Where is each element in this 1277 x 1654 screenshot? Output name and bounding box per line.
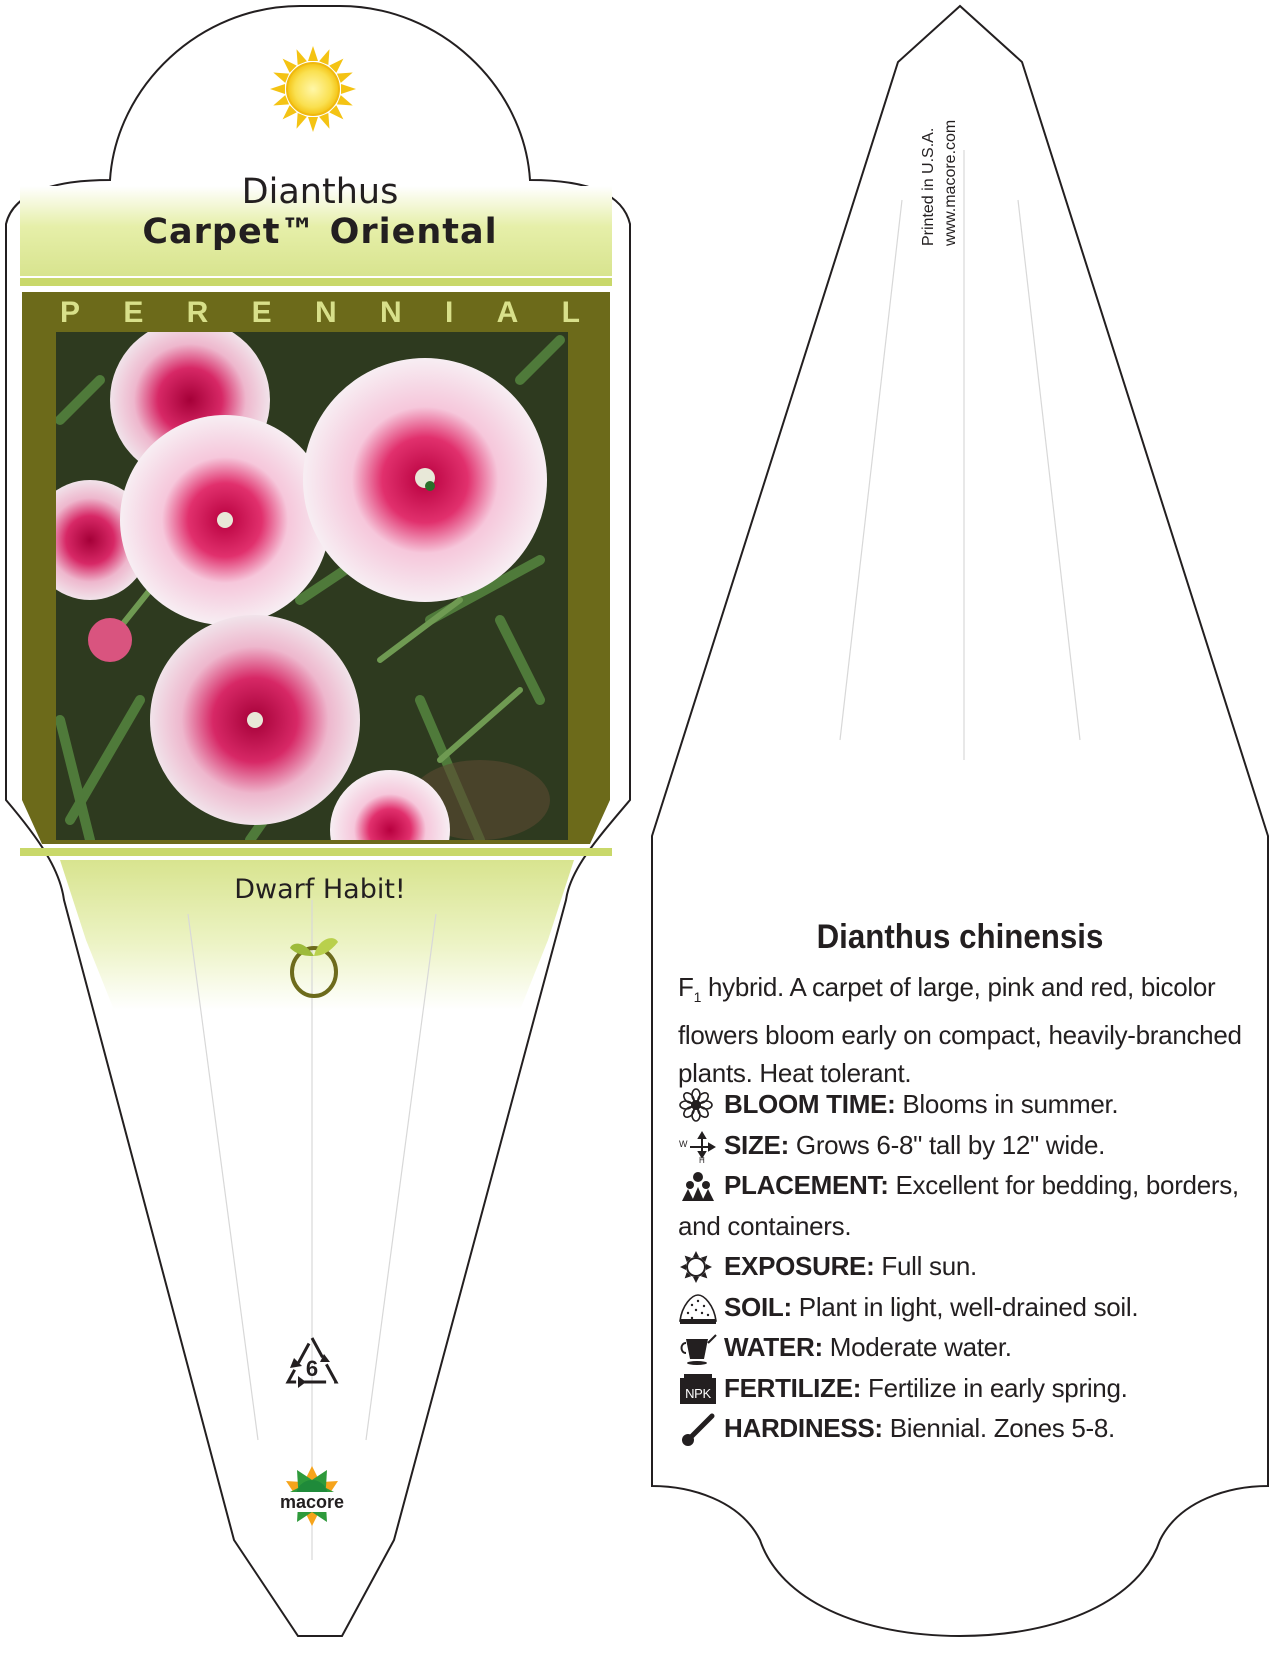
care-list	[678, 1084, 1268, 1449]
category-letter: N	[379, 296, 402, 329]
care-fertilize	[678, 1368, 1268, 1409]
care-text: Full sun.	[881, 1251, 977, 1281]
care-soil	[678, 1287, 1268, 1328]
care-text: Plant in light, well-drained soil.	[798, 1291, 1139, 1322]
genus-name: Dianthus	[241, 172, 399, 212]
care-placement	[678, 1165, 1268, 1246]
category-letter: L	[561, 296, 580, 329]
care-hardiness	[678, 1408, 1268, 1449]
scientific-name: Dianthus chinensis	[816, 918, 1104, 956]
printed-info	[900, 40, 990, 260]
npk-label: NPK	[685, 1385, 711, 1401]
care-label: SOIL:	[724, 1291, 792, 1322]
recycle-number: 6	[305, 1356, 319, 1381]
description-text: hybrid. A carpet of large, pink and red, bicolor flowers bloom early on compact, heavily-branched plants. Heat tolerant.	[678, 972, 1242, 1089]
care-label: WATER:	[724, 1332, 823, 1362]
thermometer-icon	[678, 1412, 718, 1446]
description	[678, 968, 1268, 1092]
care-label: HARDINESS:	[724, 1413, 883, 1443]
care-exposure	[678, 1246, 1268, 1287]
category-letter: A	[496, 296, 519, 329]
soil-icon	[678, 1291, 718, 1325]
sun-icon	[678, 1250, 718, 1284]
category-letter: I	[444, 296, 454, 329]
svg-text:W: W	[679, 1138, 688, 1149]
care-water	[678, 1327, 1268, 1368]
care-text: Grows 6-8" tall by 12" wide.	[795, 1129, 1106, 1160]
care-label: SIZE:	[724, 1129, 789, 1160]
category-letter: E	[123, 296, 144, 329]
care-text: Excellent for bedding, borders, and containers.	[678, 1170, 1239, 1241]
care-bloom-time	[678, 1084, 1268, 1125]
care-size	[678, 1125, 1268, 1166]
website-url: www.macore.com	[942, 119, 959, 246]
care-text: Moderate water.	[829, 1332, 1012, 1362]
care-label: EXPOSURE:	[724, 1251, 875, 1281]
size-arrows-icon	[678, 1129, 718, 1163]
brand-name: macore	[279, 1492, 345, 1512]
watering-can-icon	[678, 1331, 718, 1365]
care-text: Fertilize in early spring.	[868, 1372, 1128, 1403]
variety-name: Carpet™ Oriental	[142, 212, 498, 252]
flower-icon	[678, 1088, 718, 1122]
care-label: FERTILIZE:	[724, 1372, 862, 1403]
category-letter: P	[60, 296, 81, 329]
category-letter: R	[186, 296, 209, 329]
care-label: PLACEMENT:	[724, 1170, 889, 1200]
npk-icon	[678, 1372, 718, 1406]
care-label: BLOOM TIME:	[724, 1089, 896, 1119]
category-letter: E	[251, 296, 272, 329]
printed-country: Printed in U.S.A.	[920, 127, 937, 246]
description-prefix: F	[678, 972, 694, 1002]
svg-text:H: H	[699, 1155, 705, 1163]
care-text: Blooms in summer.	[902, 1089, 1119, 1119]
category-letter: N	[314, 296, 337, 329]
care-text: Biennial. Zones 5-8.	[889, 1413, 1115, 1443]
description-subscript: 1	[693, 989, 702, 1006]
placement-icon	[678, 1169, 718, 1203]
tagline: Dwarf Habit!	[234, 874, 406, 905]
